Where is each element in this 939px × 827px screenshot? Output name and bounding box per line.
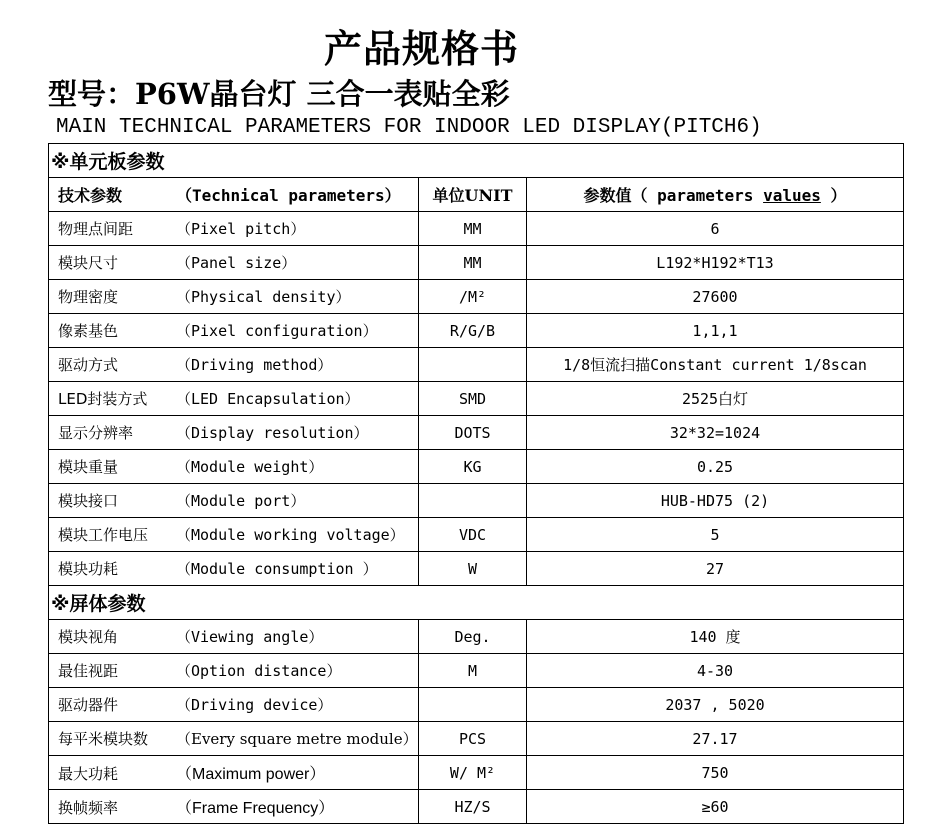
param-en: （Panel size） (176, 254, 297, 272)
param-en: （Driving device） (176, 696, 333, 714)
value-cell: ≥60 (527, 790, 904, 824)
value-cell: HUB-HD75 (2) (527, 484, 904, 518)
param-en: （Driving method） (176, 356, 333, 374)
param-cn: 像素基色 (58, 322, 119, 340)
value-cell: 27.17 (527, 722, 904, 756)
unit-cell: M (419, 654, 527, 688)
table-row (49, 688, 904, 722)
unit-cell: /M² (419, 280, 527, 314)
value-cell: 27 (527, 552, 904, 586)
document-title: 产品规格书 (323, 26, 519, 71)
unit-cell: W/ M² (419, 756, 527, 790)
param-en: （Physical density） (176, 288, 351, 306)
table-row (49, 348, 904, 382)
unit-cell: KG (419, 450, 527, 484)
section-title-screen: ※屏体参数 (49, 586, 904, 620)
unit-cell: MM (419, 212, 527, 246)
param-en: （Module working voltage） (176, 526, 405, 544)
unit-cell: DOTS (419, 416, 527, 450)
value-cell: 750 (527, 756, 904, 790)
param-cn: 模块工作电压 (58, 526, 149, 544)
param-en: （Module port） (176, 492, 306, 510)
table-row (49, 450, 904, 484)
value-cell: 1/8恒流扫描Constant current 1/8scan (527, 348, 904, 382)
param-en: （Module weight） (176, 458, 324, 476)
header-value-underlined: values (763, 186, 821, 205)
value-cell: 1,1,1 (527, 314, 904, 348)
param-en: （Frame Frequency） (176, 800, 335, 817)
spec-table (48, 143, 904, 824)
param-en: （Pixel configuration） (176, 322, 378, 340)
table-header-row (49, 178, 904, 212)
param-cn: 显示分辨率 (58, 424, 134, 442)
param-cn: 驱动器件 (58, 696, 119, 714)
value-cell: 0.25 (527, 450, 904, 484)
unit-cell: W (419, 552, 527, 586)
param-en: （Every square metre module） (176, 730, 418, 748)
value-cell: 5 (527, 518, 904, 552)
header-value-prefix: 参数值（ parameters (583, 186, 764, 205)
param-cn: 物理点间距 (58, 220, 134, 238)
header-unit-label: 单位UNIT (432, 186, 513, 205)
param-en: （Module consumption ） (176, 560, 378, 578)
unit-cell: VDC (419, 518, 527, 552)
table-row (49, 654, 904, 688)
table-row (49, 756, 904, 790)
unit-cell (419, 688, 527, 722)
table-row (49, 620, 904, 654)
value-cell: 27600 (527, 280, 904, 314)
section-row-unit-board (49, 144, 904, 178)
value-cell: 6 (527, 212, 904, 246)
value-cell: L192*H192*T13 (527, 246, 904, 280)
param-cn: 驱动方式 (58, 356, 119, 374)
param-cn: 模块尺寸 (58, 254, 119, 272)
unit-cell: R/G/B (419, 314, 527, 348)
unit-cell: HZ/S (419, 790, 527, 824)
value-cell: 2037 , 5020 (527, 688, 904, 722)
table-row (49, 416, 904, 450)
value-cell: 140 度 (527, 620, 904, 654)
param-cn: 换帧频率 (58, 799, 119, 817)
table-row (49, 314, 904, 348)
header-value (527, 178, 904, 212)
value-cell: 2525白灯 (527, 382, 904, 416)
param-cn: LED封装方式 (58, 390, 148, 408)
param-cn: 每平米模块数 (58, 730, 149, 748)
param-cn: 最佳视距 (58, 662, 119, 680)
param-cn: 模块功耗 (58, 560, 119, 578)
header-param (49, 178, 419, 212)
table-row (49, 790, 904, 824)
unit-cell: PCS (419, 722, 527, 756)
unit-cell: Deg. (419, 620, 527, 654)
param-cn: 模块视角 (58, 628, 119, 646)
param-en: （Option distance） (176, 662, 342, 680)
param-en: （LED Encapsulation） (176, 390, 360, 408)
unit-cell (419, 348, 527, 382)
unit-cell (419, 484, 527, 518)
param-en: （Viewing angle） (176, 628, 324, 646)
param-cn: 模块重量 (58, 458, 119, 476)
section-title-unit-board: ※单元板参数 (49, 144, 904, 178)
english-heading: MAIN TECHNICAL PARAMETERS FOR INDOOR LED DISPLAY(PITCH6) (56, 116, 762, 139)
value-cell: 32*32=1024 (527, 416, 904, 450)
value-cell: 4-30 (527, 654, 904, 688)
header-param-en: （Technical parameters） (176, 186, 401, 205)
unit-cell: MM (419, 246, 527, 280)
table-row (49, 722, 904, 756)
table-row (49, 280, 904, 314)
param-cn: 物理密度 (58, 288, 119, 306)
header-unit (419, 178, 527, 212)
unit-cell: SMD (419, 382, 527, 416)
header-param-cn: 技术参数 (58, 186, 123, 205)
table-row (49, 518, 904, 552)
section-row-screen (49, 586, 904, 620)
table-row (49, 382, 904, 416)
param-en: （Pixel pitch） (176, 220, 306, 238)
model-subtitle: 型号：P6W晶台灯 三合一表贴全彩 (48, 77, 510, 111)
param-cn: 模块接口 (58, 492, 119, 510)
table-row (49, 212, 904, 246)
table-row (49, 484, 904, 518)
table-row (49, 246, 904, 280)
table-row (49, 552, 904, 586)
header-value-suffix: ） (820, 186, 847, 205)
param-cn: 最大功耗 (58, 765, 119, 783)
param-en: （Display resolution） (176, 424, 369, 442)
param-en: （Maximum power） (176, 766, 326, 783)
